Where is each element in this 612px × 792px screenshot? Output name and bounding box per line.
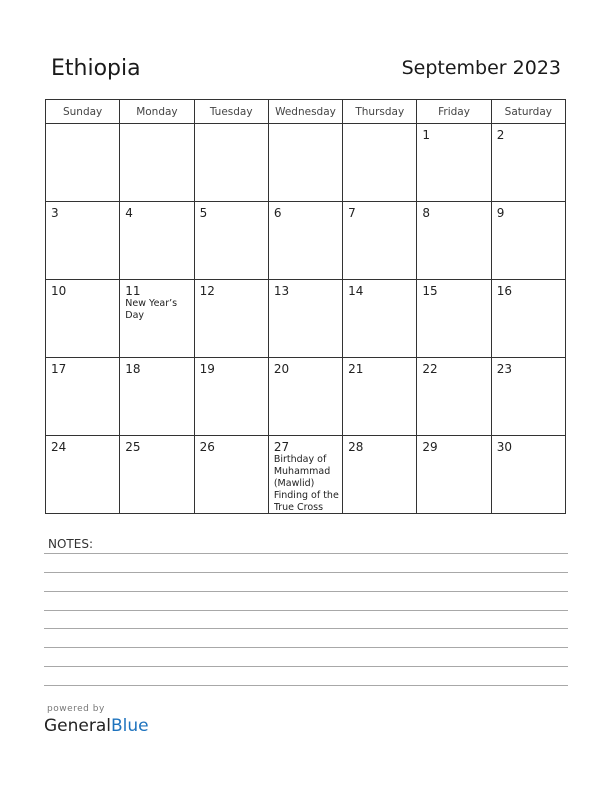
day-number: 19 [199,362,215,376]
day-cell [343,124,417,202]
notes-line [44,666,568,667]
notes-line [44,610,568,611]
brand-blue: Blue [111,716,149,736]
day-number: 10 [51,284,67,298]
month-title: September 2023 [401,57,561,79]
day-cell [194,280,268,358]
notes-line [44,572,568,573]
day-cell [268,436,342,514]
day-cell [46,436,120,514]
day-number: 3 [51,206,59,220]
week-row [46,202,566,280]
day-cell [491,358,565,436]
day-cell [268,202,342,280]
weekday-monday: Monday [120,100,194,124]
day-cell [268,124,342,202]
weekday-wednesday: Wednesday [268,100,342,124]
weekday-sunday: Sunday [46,100,120,124]
week-row [46,124,566,202]
day-number: 15 [422,284,438,298]
notes-line [44,553,568,554]
holiday-label: Birthday of Muhammad (Mawlid) Finding of the True Cross [273,454,339,513]
week-row [46,280,566,358]
day-cell [491,280,565,358]
calendar-grid [45,99,566,514]
weekday-saturday: Saturday [491,100,565,124]
day-cell [268,358,342,436]
weekday-header-row [46,100,566,124]
day-cell [491,202,565,280]
day-number: 26 [199,440,215,454]
brand-general: General [44,716,111,736]
brand-logo [44,716,149,736]
day-cell [491,436,565,514]
day-cell [417,202,491,280]
day-cell [194,358,268,436]
day-number: 24 [51,440,67,454]
day-cell [194,124,268,202]
day-cell [417,124,491,202]
day-cell [194,436,268,514]
day-number: 14 [348,284,364,298]
day-cell [46,358,120,436]
day-number: 1 [422,128,431,142]
day-number: 4 [125,206,133,220]
notes-label: NOTES: [48,537,93,551]
day-cell [46,124,120,202]
day-cell [46,280,120,358]
day-number: 6 [273,206,282,220]
day-cell [343,202,417,280]
day-cell [194,202,268,280]
weekday-tuesday: Tuesday [194,100,268,124]
day-number: 11 [125,284,141,298]
day-cell [120,280,194,358]
day-number: 13 [273,284,290,298]
weekday-friday: Friday [417,100,491,124]
day-number: 29 [422,440,438,454]
day-number: 21 [348,362,364,376]
day-number: 25 [125,440,141,454]
day-cell [268,280,342,358]
holiday-label: New Year’s Day [125,298,178,321]
day-number: 18 [125,362,141,376]
day-number: 8 [422,206,431,220]
day-number: 5 [199,206,208,220]
day-cell [343,358,417,436]
day-cell [120,436,194,514]
day-number: 9 [496,206,505,220]
week-row [46,358,566,436]
day-cell [343,280,417,358]
day-cell [417,280,491,358]
notes-line [44,591,568,592]
day-cell [120,358,194,436]
day-cell [343,436,417,514]
day-number: 20 [273,362,290,376]
week-row [46,436,566,514]
notes-line [44,628,568,629]
country-title: Ethiopia [51,56,141,81]
day-cell [417,358,491,436]
day-cell [120,202,194,280]
day-number: 17 [51,362,67,376]
day-number: 12 [199,284,215,298]
day-number: 30 [496,440,512,454]
day-cell [491,124,565,202]
day-cell [417,436,491,514]
weekday-thursday: Thursday [343,100,417,124]
day-cell [46,202,120,280]
notes-line [44,647,568,648]
day-number: 23 [496,362,512,376]
day-number: 7 [348,206,356,220]
day-number: 22 [422,362,438,376]
day-number: 28 [348,440,364,454]
powered-by-text: powered by [47,704,105,714]
day-number: 16 [496,284,512,298]
day-number: 27 [273,440,290,454]
day-cell [120,124,194,202]
day-number: 2 [496,128,505,142]
notes-line [44,685,568,686]
